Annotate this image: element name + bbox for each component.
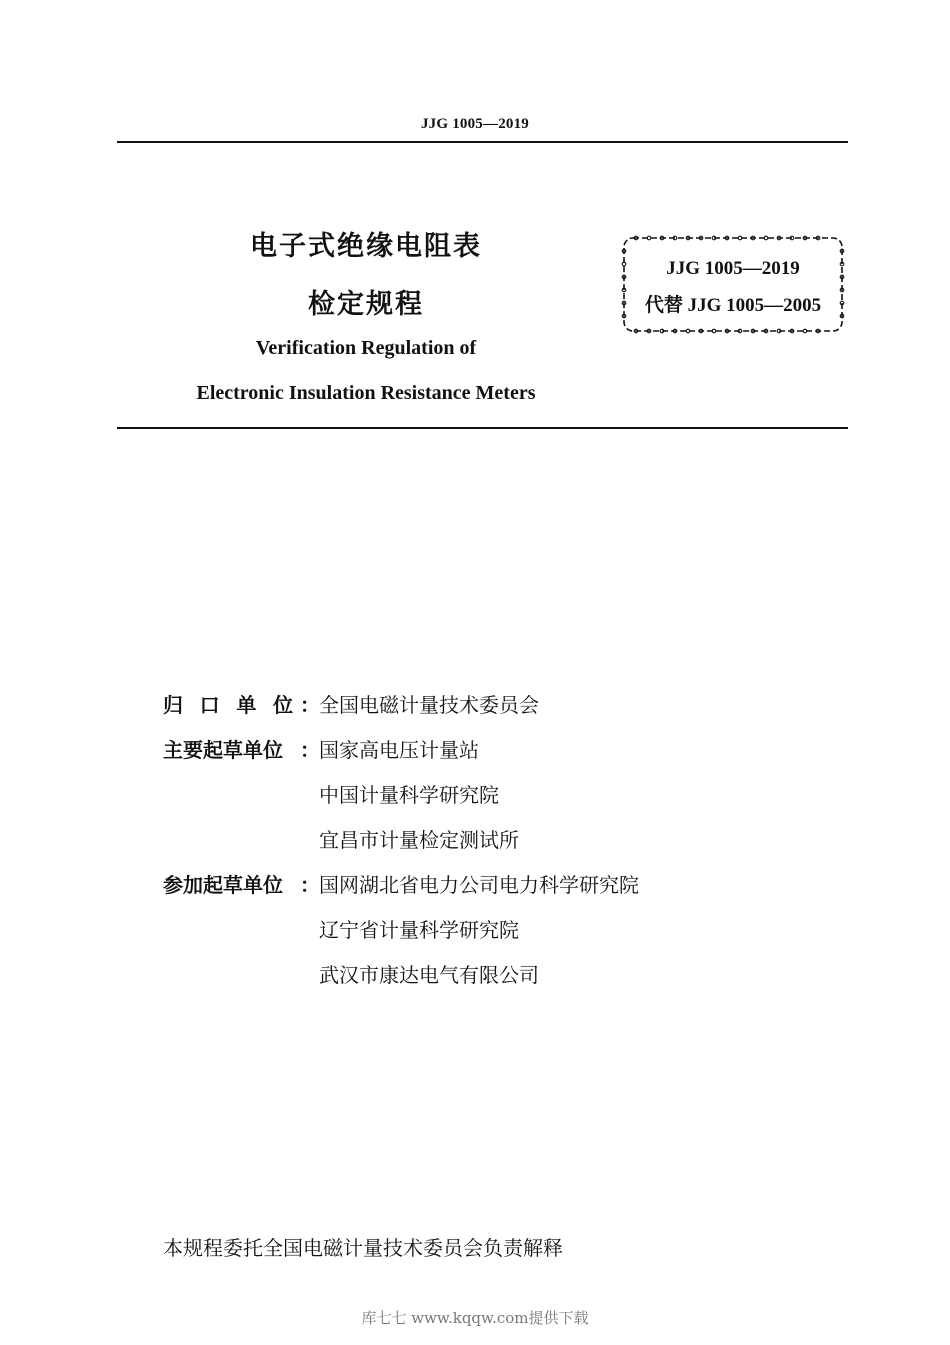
stamp-ornament-dot [738, 236, 742, 240]
stamp-ornament-dot [660, 329, 664, 333]
interpretation-note: 本规程委托全国电磁计量技术委员会负责解释 [163, 1236, 563, 1260]
participating-drafting-unit: 武汉市康达电气有限公司 [319, 963, 539, 987]
stamp-ornament-dot [712, 329, 716, 333]
responsible-unit-value: 全国电磁计量技术委员会 [319, 693, 539, 717]
responsible-label-char: 单 [236, 693, 257, 717]
label-colon: ： [300, 873, 320, 897]
standard-code-stamp [620, 233, 846, 336]
stamp-ornament-dot [647, 236, 651, 240]
title-chinese-line-1: 电子式绝缘电阻表 [250, 231, 482, 262]
header-standard-code: JJG 1005—2019 [420, 116, 530, 132]
stamp-replaced-code: 代替 JJG 1005—2005 [644, 295, 822, 316]
participating-drafting-unit: 辽宁省计量科学研究院 [319, 918, 519, 942]
label-colon: ： [300, 693, 320, 717]
responsible-label-char: 口 [199, 693, 220, 717]
stamp-ornament-dot [777, 329, 781, 333]
stamp-ornament-dot [764, 236, 768, 240]
download-watermark: 库七七 www.kqqw.com提供下载 [361, 1309, 589, 1327]
main-drafting-label: 主要起草单位 [163, 738, 283, 762]
label-colon: ： [300, 738, 320, 762]
responsible-label-char: 位 [272, 693, 293, 717]
stamp-ornament-dot [803, 329, 807, 333]
participating-drafting-unit: 国网湖北省电力公司电力科学研究院 [319, 873, 639, 897]
participating-drafting-label: 参加起草单位 [163, 873, 283, 897]
stamp-current-code: JJG 1005—2019 [666, 258, 800, 279]
main-drafting-unit: 中国计量科学研究院 [319, 783, 499, 807]
title-english-line-2: Electronic Insulation Resistance Meters [196, 382, 536, 404]
title-chinese-line-2: 检定规程 [308, 289, 424, 320]
top-divider [117, 141, 848, 143]
title-english-line-1: Verification Regulation of [255, 337, 477, 359]
main-drafting-unit: 国家高电压计量站 [319, 738, 479, 762]
bottom-divider [117, 427, 848, 429]
responsible-label-char: 归 [163, 693, 183, 717]
main-drafting-unit: 宜昌市计量检定测试所 [319, 828, 519, 852]
stamp-ornament-dot [686, 329, 690, 333]
stamp-border-icon [620, 233, 846, 336]
responsible-unit-label [163, 690, 293, 720]
